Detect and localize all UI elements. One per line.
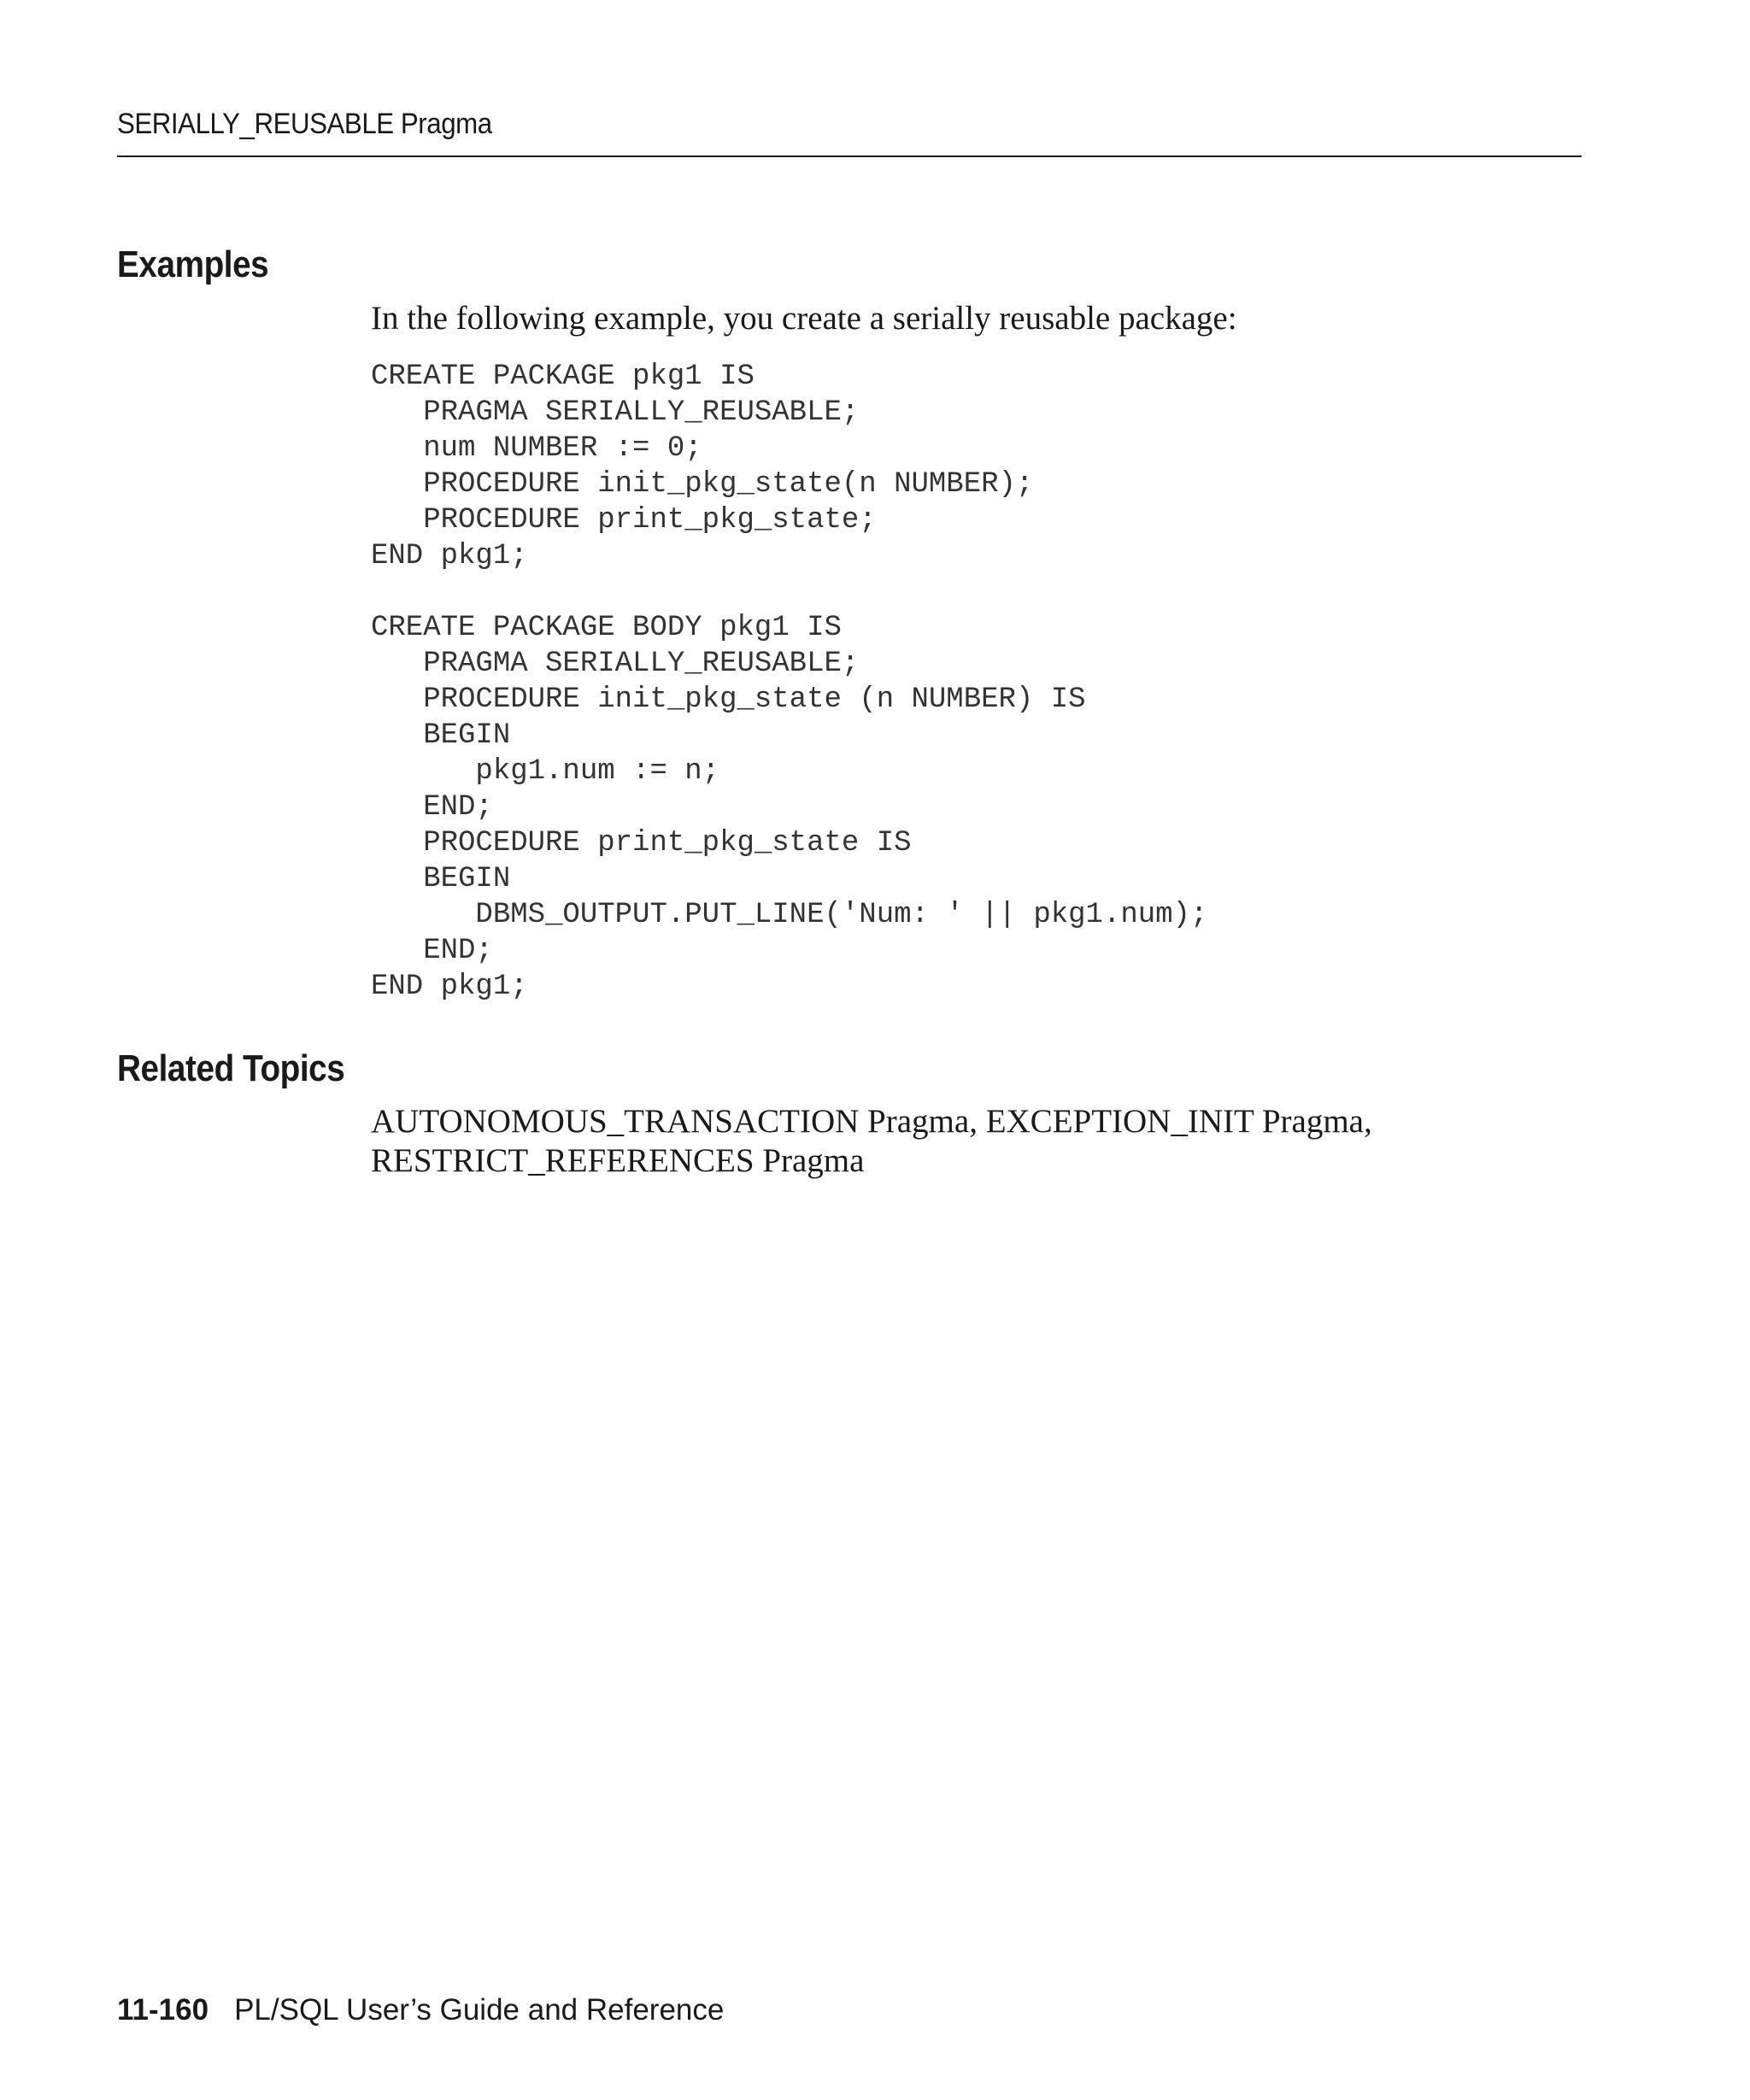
- related-topics-line: RESTRICT_REFERENCES Pragma: [371, 1142, 865, 1179]
- page-footer: [117, 1993, 724, 2027]
- related-topics-list: [371, 1102, 1372, 1181]
- code-line: PRAGMA SERIALLY_REUSABLE;: [371, 396, 860, 429]
- running-header: SERIALLY_REUSABLE Pragma: [117, 108, 492, 140]
- book-title: PL/SQL User’s Guide and Reference: [234, 1993, 725, 2027]
- related-topics-line: AUTONOMOUS_TRANSACTION Pragma, EXCEPTION_INIT Pragma,: [371, 1103, 1372, 1140]
- examples-heading: Examples: [117, 243, 269, 285]
- code-line: END pkg1;: [371, 971, 528, 1003]
- code-line: PRAGMA SERIALLY_REUSABLE;: [371, 648, 860, 680]
- header-rule: [117, 155, 1582, 157]
- code-line: [371, 574, 1207, 610]
- related-topics-heading: Related Topics: [117, 1047, 345, 1089]
- code-line: PROCEDURE init_pkg_state(n NUMBER);: [371, 468, 1034, 501]
- code-line: CREATE PACKAGE pkg1 IS: [371, 361, 755, 393]
- page-number: 11-160: [117, 1993, 209, 2027]
- code-line: END;: [371, 935, 493, 967]
- code-line: pkg1.num := n;: [371, 755, 720, 788]
- code-line: END;: [371, 791, 493, 824]
- code-line: BEGIN: [371, 719, 511, 752]
- code-line: CREATE PACKAGE BODY pkg1 IS: [371, 612, 842, 644]
- code-line: PROCEDURE init_pkg_state (n NUMBER) IS: [371, 683, 1086, 716]
- code-line: DBMS_OUTPUT.PUT_LINE('Num: ' || pkg1.num);: [371, 899, 1208, 931]
- code-line: PROCEDURE print_pkg_state IS: [371, 827, 912, 859]
- code-line: BEGIN: [371, 863, 511, 895]
- code-example: [371, 359, 1207, 1005]
- code-line: END pkg1;: [371, 540, 528, 572]
- examples-intro-text: In the following example, you create a serially reusable package:: [371, 300, 1237, 337]
- code-line: PROCEDURE print_pkg_state;: [371, 504, 877, 537]
- code-line: num NUMBER := 0;: [371, 432, 702, 465]
